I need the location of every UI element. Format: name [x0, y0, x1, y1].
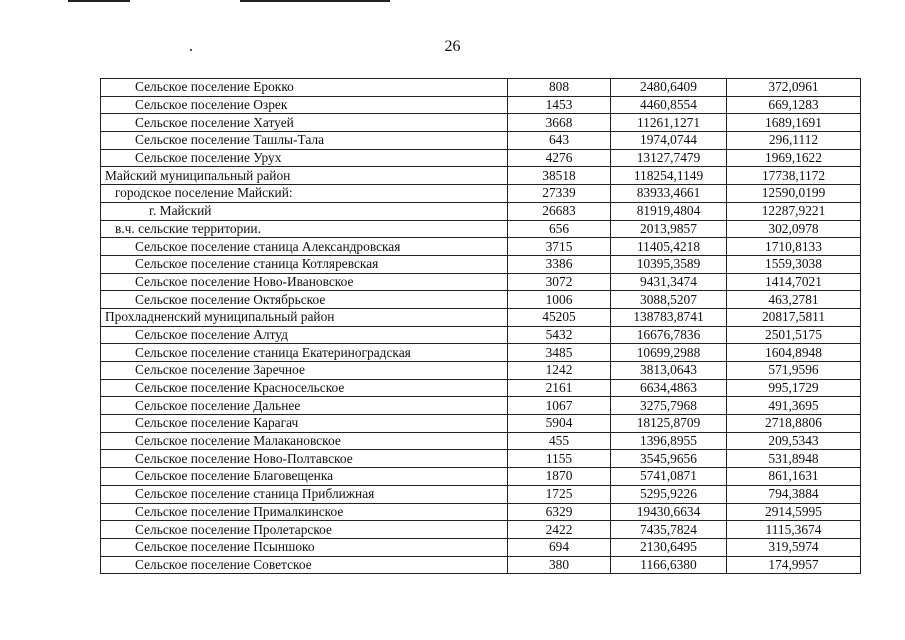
population-cell: 4276 — [508, 149, 611, 167]
settlement-name-cell: Сельское поселение Благовещенка — [101, 468, 508, 486]
value1-cell: 81919,4804 — [611, 202, 727, 220]
settlement-name-cell: Сельское поселение станица Екатериноградская — [101, 344, 508, 362]
value2-cell: 1414,7021 — [727, 273, 861, 291]
table-row — [101, 79, 861, 97]
population-cell: 455 — [508, 432, 611, 450]
settlement-name-cell: Сельское поселение Хатуей — [101, 114, 508, 132]
value2-cell: 463,2781 — [727, 291, 861, 309]
value2-cell: 1604,8948 — [727, 344, 861, 362]
value2-cell: 302,0978 — [727, 220, 861, 238]
table-row — [101, 114, 861, 132]
settlement-name-cell: в.ч. сельские территории. — [101, 220, 508, 238]
value1-cell: 19430,6634 — [611, 503, 727, 521]
value1-cell: 2130,6495 — [611, 538, 727, 556]
value1-cell: 5295,9226 — [611, 485, 727, 503]
population-cell: 3386 — [508, 255, 611, 273]
table-row — [101, 291, 861, 309]
settlement-name-cell: Сельское поселение станица Александровская — [101, 238, 508, 256]
table-row — [101, 220, 861, 238]
table-row — [101, 521, 861, 539]
population-cell: 1242 — [508, 362, 611, 380]
value2-cell: 861,1631 — [727, 468, 861, 486]
population-cell: 1006 — [508, 291, 611, 309]
value1-cell: 1396,8955 — [611, 432, 727, 450]
population-cell: 3715 — [508, 238, 611, 256]
settlements-table — [100, 78, 861, 574]
value1-cell: 10395,3589 — [611, 255, 727, 273]
value2-cell: 571,9596 — [727, 362, 861, 380]
table-body — [101, 79, 861, 574]
value2-cell: 669,1283 — [727, 96, 861, 114]
value1-cell: 2480,6409 — [611, 79, 727, 97]
value1-cell: 16676,7836 — [611, 326, 727, 344]
value1-cell: 9431,3474 — [611, 273, 727, 291]
value2-cell: 2914,5995 — [727, 503, 861, 521]
value2-cell: 174,9957 — [727, 556, 861, 574]
value2-cell: 319,5974 — [727, 538, 861, 556]
settlement-name-cell: Сельское поселение Псыншоко — [101, 538, 508, 556]
population-cell: 1155 — [508, 450, 611, 468]
value2-cell: 296,1112 — [727, 132, 861, 150]
settlement-name-cell: Сельское поселение Урух — [101, 149, 508, 167]
table-row — [101, 362, 861, 380]
population-cell: 2161 — [508, 379, 611, 397]
value1-cell: 3545,9656 — [611, 450, 727, 468]
settlement-name-cell: Сельское поселение Ново-Ивановское — [101, 273, 508, 291]
value2-cell: 995,1729 — [727, 379, 861, 397]
value1-cell: 2013,9857 — [611, 220, 727, 238]
table-row — [101, 556, 861, 574]
table-row — [101, 202, 861, 220]
table-row — [101, 397, 861, 415]
settlement-name-cell: Сельское поселение Ерокко — [101, 79, 508, 97]
settlement-name-cell: Сельское поселение станица Приближная — [101, 485, 508, 503]
settlement-name-cell: Сельское поселение Дальнее — [101, 397, 508, 415]
population-cell: 808 — [508, 79, 611, 97]
value1-cell: 11405,4218 — [611, 238, 727, 256]
population-cell: 3668 — [508, 114, 611, 132]
settlement-name-cell: Сельское поселение Заречное — [101, 362, 508, 380]
settlement-name-cell: г. Майский — [101, 202, 508, 220]
population-cell: 38518 — [508, 167, 611, 185]
table-row — [101, 185, 861, 203]
value2-cell: 17738,1172 — [727, 167, 861, 185]
population-cell: 2422 — [508, 521, 611, 539]
settlement-name-cell: Сельское поселение Октябрьское — [101, 291, 508, 309]
settlement-name-cell: Сельское поселение Советское — [101, 556, 508, 574]
settlement-name-cell: Сельское поселение Пролетарское — [101, 521, 508, 539]
table-row — [101, 344, 861, 362]
table-row — [101, 326, 861, 344]
settlement-name-cell: Сельское поселение станица Котляревская — [101, 255, 508, 273]
value2-cell: 1969,1622 — [727, 149, 861, 167]
population-cell: 26683 — [508, 202, 611, 220]
value1-cell: 1974,0744 — [611, 132, 727, 150]
value2-cell: 1689,1691 — [727, 114, 861, 132]
scan-dot — [190, 49, 192, 51]
value2-cell: 12590,0199 — [727, 185, 861, 203]
settlement-name-cell: Майский муниципальный район — [101, 167, 508, 185]
settlement-name-cell: Сельское поселение Карагач — [101, 415, 508, 433]
population-cell: 5432 — [508, 326, 611, 344]
value1-cell: 6634,4863 — [611, 379, 727, 397]
settlement-name-cell: Сельское поселение Озрек — [101, 96, 508, 114]
population-cell: 6329 — [508, 503, 611, 521]
value2-cell: 12287,9221 — [727, 202, 861, 220]
value2-cell: 1115,3674 — [727, 521, 861, 539]
value2-cell: 531,8948 — [727, 450, 861, 468]
value1-cell: 118254,1149 — [611, 167, 727, 185]
population-cell: 5904 — [508, 415, 611, 433]
page-number: 26 — [444, 38, 461, 55]
value2-cell: 209,5343 — [727, 432, 861, 450]
value1-cell: 11261,1271 — [611, 114, 727, 132]
value2-cell: 491,3695 — [727, 397, 861, 415]
population-cell: 27339 — [508, 185, 611, 203]
table-row — [101, 379, 861, 397]
value1-cell: 138783,8741 — [611, 308, 727, 326]
value1-cell: 13127,7479 — [611, 149, 727, 167]
population-cell: 1725 — [508, 485, 611, 503]
top-scan-mark-right — [240, 0, 390, 2]
table-row — [101, 538, 861, 556]
value1-cell: 3088,5207 — [611, 291, 727, 309]
value2-cell: 2718,8806 — [727, 415, 861, 433]
population-cell: 3485 — [508, 344, 611, 362]
population-cell: 694 — [508, 538, 611, 556]
settlement-name-cell: Сельское поселение Красносельское — [101, 379, 508, 397]
population-cell: 1870 — [508, 468, 611, 486]
population-cell: 1067 — [508, 397, 611, 415]
table-row — [101, 273, 861, 291]
value1-cell: 3813,0643 — [611, 362, 727, 380]
population-cell: 656 — [508, 220, 611, 238]
settlement-name-cell: Сельское поселение Ташлы-Тала — [101, 132, 508, 150]
table-row — [101, 485, 861, 503]
value2-cell: 1559,3038 — [727, 255, 861, 273]
population-cell: 3072 — [508, 273, 611, 291]
value2-cell: 372,0961 — [727, 79, 861, 97]
top-scan-mark-left — [68, 0, 130, 2]
settlement-name-cell: Сельское поселение Ново-Полтавское — [101, 450, 508, 468]
settlement-name-cell: Сельское поселение Малакановское — [101, 432, 508, 450]
population-cell: 380 — [508, 556, 611, 574]
settlement-name-cell: Прохладненский муниципальный район — [101, 308, 508, 326]
table-row — [101, 503, 861, 521]
value2-cell: 794,3884 — [727, 485, 861, 503]
value1-cell: 7435,7824 — [611, 521, 727, 539]
settlement-name-cell: Сельское поселение Прималкинское — [101, 503, 508, 521]
table-row — [101, 167, 861, 185]
population-cell: 1453 — [508, 96, 611, 114]
population-cell: 643 — [508, 132, 611, 150]
settlement-name-cell: городское поселение Майский: — [101, 185, 508, 203]
table-row — [101, 432, 861, 450]
value1-cell: 83933,4661 — [611, 185, 727, 203]
table-row — [101, 96, 861, 114]
value1-cell: 18125,8709 — [611, 415, 727, 433]
value2-cell: 20817,5811 — [727, 308, 861, 326]
table-row — [101, 415, 861, 433]
population-cell: 45205 — [508, 308, 611, 326]
value1-cell: 1166,6380 — [611, 556, 727, 574]
value1-cell: 5741,0871 — [611, 468, 727, 486]
table-row — [101, 308, 861, 326]
settlement-name-cell: Сельское поселение Алтуд — [101, 326, 508, 344]
value2-cell: 2501,5175 — [727, 326, 861, 344]
table-row — [101, 450, 861, 468]
table-row — [101, 238, 861, 256]
value1-cell: 10699,2988 — [611, 344, 727, 362]
table-row — [101, 149, 861, 167]
table-row — [101, 255, 861, 273]
value1-cell: 4460,8554 — [611, 96, 727, 114]
value1-cell: 3275,7968 — [611, 397, 727, 415]
table-row — [101, 468, 861, 486]
table-row — [101, 132, 861, 150]
value2-cell: 1710,8133 — [727, 238, 861, 256]
